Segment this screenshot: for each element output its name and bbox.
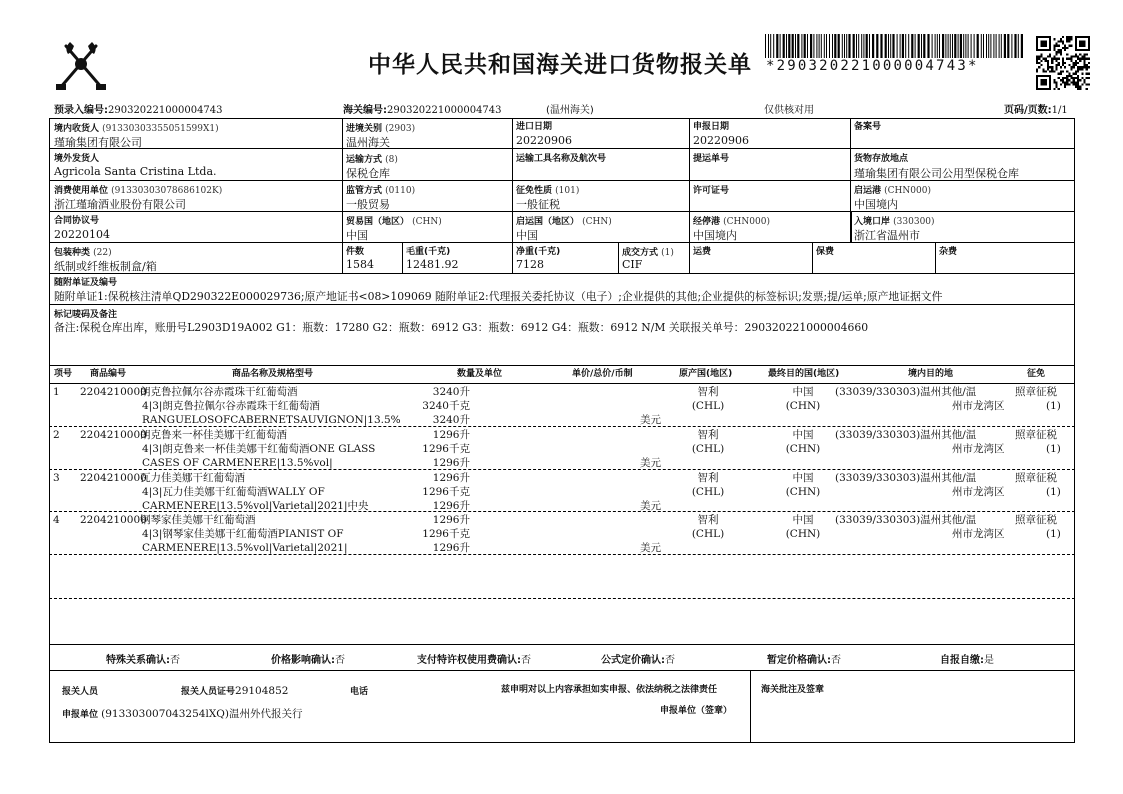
origin-country-code: (CHL) [691, 443, 725, 455]
consignee-label: 境内收货人 (91330303355051599X1) [54, 124, 219, 134]
bill-no-label: 提运单号 [693, 154, 730, 164]
seal-label: 申报单位（签章） [660, 706, 733, 716]
destination-country-code: (CHN) [785, 528, 821, 540]
consignee-value: 瑾瑜集团有限公司 [54, 136, 142, 149]
price-effect-confirm: 价格影响确认:否 [271, 655, 345, 666]
header-quantity: 数量及单位 [457, 369, 503, 379]
origin-country: 智利 [697, 514, 719, 526]
pre-entry-number: 预录入编号:290320221000004743 [54, 105, 223, 116]
storage-place-value: 瑾瑜集团有限公司公用型保税仓库 [854, 167, 1019, 180]
consumer-value: 浙江瑾瑜酒业股份有限公司 [54, 198, 186, 211]
barcode [765, 34, 1023, 58]
commodity-spec-cont: RANGUELOSOFCABERNETSAUVIGNON|13.5% [142, 414, 401, 426]
domestic-destination-cont: 州市龙湾区 [952, 486, 1005, 498]
commodity-code: 2204210000 [80, 514, 147, 526]
declarer-label: 报关人员 [62, 687, 99, 697]
destination-country: 中国 [792, 386, 814, 398]
levy-mode-code: (1) [1046, 400, 1061, 412]
transport-mode-value: 保税仓库 [346, 167, 390, 180]
header-levy: 征免 [1027, 369, 1046, 379]
gross-weight-value: 12481.92 [406, 258, 459, 271]
commodity-code: 2204210000 [80, 472, 147, 484]
header-domestic-destination: 境内目的地 [908, 369, 954, 379]
levy-mode: 照章征税 [1015, 386, 1057, 398]
barcode-text: *290320221000004743* [766, 58, 979, 74]
item-no: 4 [53, 514, 60, 526]
quantity-1: 1296升 [432, 429, 470, 441]
import-date-value: 20220906 [516, 134, 572, 147]
levy-mode-code: (1) [1046, 443, 1061, 455]
origin-country: 智利 [697, 429, 719, 441]
formula-price-confirm: 公式定价确认:否 [601, 655, 675, 666]
quantity-2: 1296千克 [422, 528, 470, 540]
levy-nature-label: 征免性质 (101) [516, 186, 580, 196]
trade-country-value: 中国 [346, 229, 368, 242]
domestic-destination: (33039/330303)温州其他/温 [835, 429, 977, 441]
customs-approval-label: 海关批注及签章 [761, 685, 825, 695]
declarer-cert: 报关人员证号29104852 [181, 685, 289, 697]
entry-place-value: 浙江省温州市 [854, 229, 920, 242]
net-weight-label: 净重(千克) [516, 247, 561, 257]
pieces-value: 1584 [346, 258, 374, 271]
qr-code [1036, 36, 1090, 90]
destination-country-code: (CHN) [785, 486, 821, 498]
commodity-spec: 4|3|朗克鲁拉佩尔谷赤霞珠干红葡萄酒 [142, 400, 320, 412]
item-no: 3 [53, 472, 60, 484]
attached-docs-value: 随附单证1:保税核注清单QD290322E000029736;原产地证书<08>109069 随附单证2:代理报关委托协议（电子）;企业提供的其他;企业提供的标签标识;发票;提/运单;原产地证据文件 [54, 290, 943, 303]
declare-date-value: 20220906 [693, 134, 749, 147]
destination-country-code: (CHN) [785, 400, 821, 412]
legal-statement: 兹申明对以上内容承担如实申报、依法纳税之法律责任 [501, 685, 718, 695]
levy-mode: 照章征税 [1015, 429, 1057, 441]
verify-note: 仅供核对用 [764, 105, 814, 116]
quantity-2: 1296千克 [422, 443, 470, 455]
quantity-1: 1296升 [432, 472, 470, 484]
destination-country: 中国 [792, 514, 814, 526]
item-no: 2 [53, 429, 60, 441]
quantity-3: 3240升 [432, 414, 470, 426]
quantity-2: 1296千克 [422, 486, 470, 498]
levy-mode: 照章征税 [1015, 472, 1057, 484]
commodity-code: 2204210000 [80, 429, 147, 441]
gross-weight-label: 毛重(千克) [406, 247, 451, 257]
quantity-2: 3240千克 [422, 400, 470, 412]
customs-emblem-icon [50, 38, 112, 94]
header-destination: 最终目的国(地区) [768, 369, 840, 379]
item-no: 1 [53, 386, 60, 398]
shipper-value: Agricola Santa Cristina Ltda. [54, 165, 217, 178]
special-relation-confirm: 特殊关系确认:否 [106, 655, 180, 666]
commodity-spec-cont: CARMENERE|13.5%vol|Varietal|2021| [142, 542, 348, 554]
customs-office: (温州海关) [546, 105, 594, 116]
consumer-label: 消费使用单位 (91330303078686102K) [54, 186, 223, 196]
domestic-destination: (33039/330303)温州其他/温 [835, 472, 977, 484]
entry-port-label: 进境关别 (2903) [346, 124, 416, 134]
import-date-label: 进口日期 [516, 122, 553, 132]
header-origin: 原产国(地区) [679, 369, 733, 379]
page-count: 页码/页数:1/1 [1004, 105, 1068, 116]
entry-port-value: 温州海关 [346, 136, 390, 149]
header-commodity-name: 商品名称及规格型号 [232, 369, 314, 379]
levy-mode-code: (1) [1046, 486, 1061, 498]
contract-no-value: 20220104 [54, 228, 110, 241]
supervision-value: 一般贸易 [346, 198, 390, 211]
commodity-name: 钢琴家佳美娜干红葡萄酒 [140, 514, 256, 526]
header-commodity-code: 商品编号 [90, 369, 127, 379]
package-type-label: 包装种类 (22) [54, 248, 112, 258]
commodity-name: 朗克鲁拉佩尔谷赤霞珠干红葡萄酒 [140, 386, 298, 398]
domestic-destination-cont: 州市龙湾区 [952, 400, 1005, 412]
commodity-spec: 4|3|朗克鲁来一杯佳美娜干红葡萄酒ONE GLASS [142, 443, 376, 455]
header-price: 单价/总价/币制 [572, 369, 633, 379]
marks-value: 备注:保税仓库出库，账册号L2903D19A002 G1：瓶数：17280 G2：瓶数：6912 G3：瓶数：6912 G4：瓶数：6912 N/M 关联报关单号：290320221000004660 [54, 321, 869, 334]
royalty-confirm: 支付特许权使用费确认:否 [417, 655, 531, 666]
attached-docs-label: 随附单证及编号 [54, 278, 118, 288]
levy-mode-code: (1) [1046, 528, 1061, 540]
header-item-no: 项号 [54, 369, 73, 379]
domestic-destination: (33039/330303)温州其他/温 [835, 514, 977, 526]
pieces-label: 件数 [346, 247, 365, 257]
insurance-label: 保费 [816, 247, 835, 257]
currency: 美元 [640, 500, 661, 512]
currency: 美元 [640, 542, 661, 554]
origin-country-code: (CHL) [691, 486, 725, 498]
quantity-3: 1296升 [432, 457, 470, 469]
provisional-price-confirm: 暂定价格确认:否 [767, 655, 841, 666]
commodity-code: 2204210000 [80, 386, 147, 398]
levy-nature-value: 一般征税 [516, 198, 560, 211]
levy-mode: 照章征税 [1015, 514, 1057, 526]
entry-place-label: 入境口岸 (330300) [854, 217, 935, 227]
storage-place-label: 货物存放地点 [854, 154, 909, 164]
quantity-1: 3240升 [432, 386, 470, 398]
origin-country: 智利 [697, 472, 719, 484]
origin-country-value: 中国 [516, 229, 538, 242]
commodity-spec: 4|3|钢琴家佳美娜干红葡萄酒PIANIST OF [142, 528, 344, 540]
document-title: 中华人民共和国海关进口货物报关单 [368, 52, 752, 78]
agent: 申报单位 (913303007043254lXQ)温州外代报关行 [62, 708, 303, 720]
commodity-spec-cont: CASES OF CARMENERE|13.5%vol| [142, 457, 333, 469]
domestic-destination-cont: 州市龙湾区 [952, 528, 1005, 540]
package-type-value: 纸制或纤维板制盒/箱 [54, 260, 157, 273]
commodity-name: 瓦力佳美娜干红葡萄酒 [140, 472, 245, 484]
trade-country-label: 贸易国（地区） (CHN) [346, 217, 442, 227]
net-weight-value: 7128 [516, 258, 544, 271]
declare-date-label: 申报日期 [693, 122, 730, 132]
domestic-destination-cont: 州市龙湾区 [952, 443, 1005, 455]
origin-country: 智利 [697, 386, 719, 398]
quantity-3: 1296升 [432, 542, 470, 554]
currency: 美元 [640, 457, 661, 469]
origin-country-code: (CHL) [691, 400, 725, 412]
commodity-spec: 4|3|瓦力佳美娜干红葡萄酒WALLY OF [142, 486, 325, 498]
customs-number: 海关编号:290320221000004743 [343, 105, 502, 116]
shipper-label: 境外发货人 [54, 154, 100, 164]
quantity-3: 1296升 [432, 500, 470, 512]
transport-mode-label: 运输方式 (8) [346, 155, 398, 165]
deal-mode-value: CIF [622, 258, 643, 271]
origin-country-label: 启运国（地区） (CHN) [516, 217, 612, 227]
via-port-label: 经停港 (CHN000) [693, 217, 770, 227]
departure-port-value: 中国境内 [854, 198, 898, 211]
contract-no-label: 合同协议号 [54, 216, 100, 226]
license-no-label: 许可证号 [693, 186, 730, 196]
vessel-label: 运输工具名称及航次号 [516, 154, 607, 164]
destination-country-code: (CHN) [785, 443, 821, 455]
commodity-spec-cont: CARMENERE|13.5%vol|Varietal|2021|中央 [142, 500, 369, 512]
departure-port-label: 启运港 (CHN000) [854, 186, 931, 196]
quantity-1: 1296升 [432, 514, 470, 526]
currency: 美元 [640, 414, 661, 426]
self-pay-confirm: 自报自缴:是 [940, 655, 994, 666]
origin-country-code: (CHL) [691, 528, 725, 540]
deal-mode-label: 成交方式 (1) [622, 248, 674, 258]
misc-fee-label: 杂费 [939, 247, 958, 257]
marks-label: 标记唛码及备注 [54, 310, 118, 320]
domestic-destination: (33039/330303)温州其他/温 [835, 386, 977, 398]
commodity-name: 朗克鲁来一杯佳美娜干红葡萄酒 [140, 429, 287, 441]
record-no-label: 备案号 [854, 122, 882, 132]
via-port-value: 中国境内 [693, 229, 737, 242]
destination-country: 中国 [792, 472, 814, 484]
phone-label: 电话 [350, 687, 369, 697]
freight-label: 运费 [693, 247, 712, 257]
destination-country: 中国 [792, 429, 814, 441]
supervision-label: 监管方式 (0110) [346, 186, 416, 196]
